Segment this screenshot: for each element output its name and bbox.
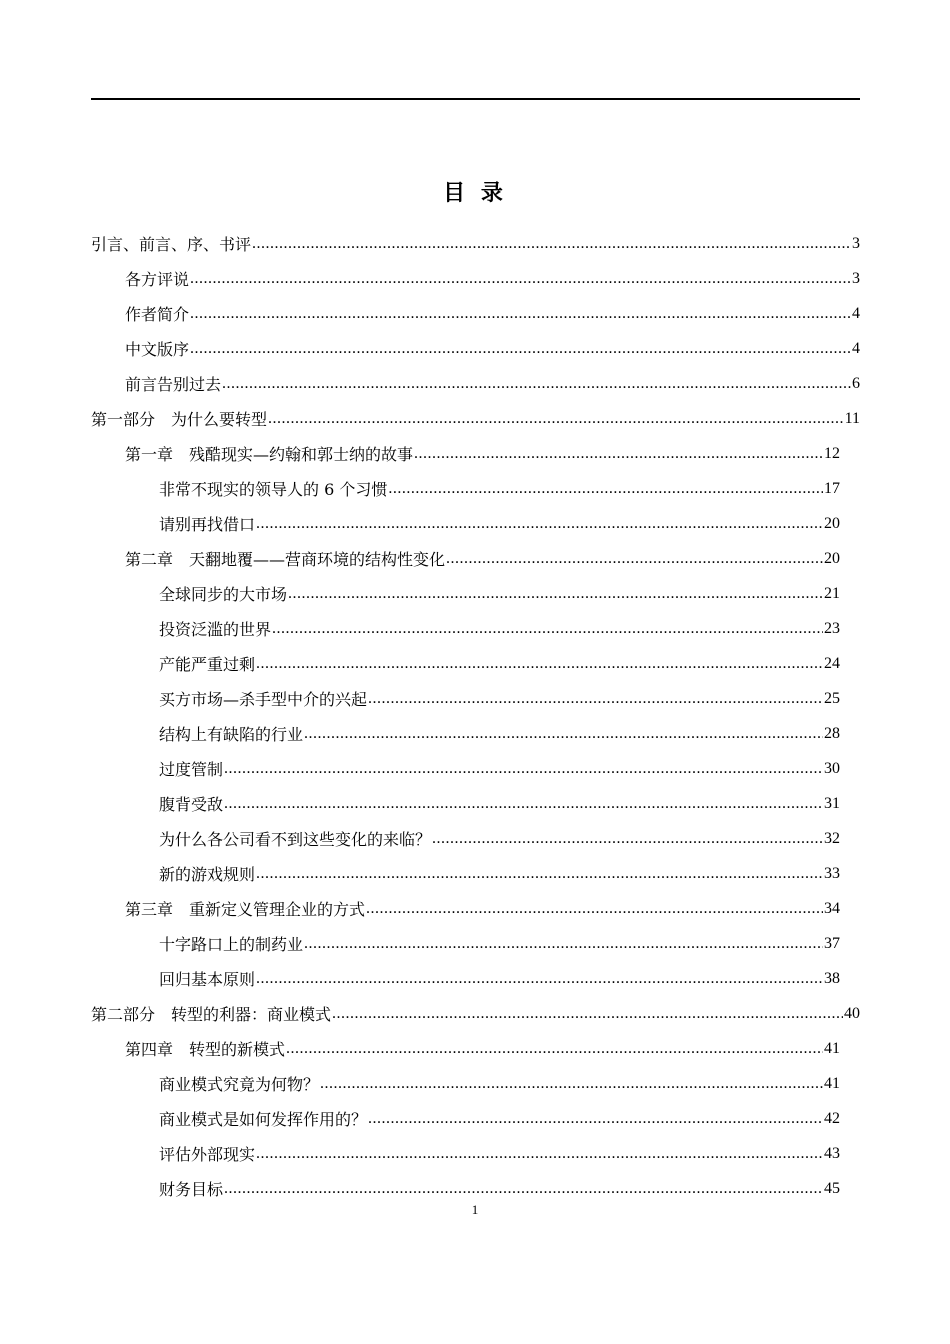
toc-leader-dots	[304, 935, 823, 953]
toc-entry-title: 第二章 天翻地覆——营商环境的结构性变化	[125, 550, 446, 569]
toc-entry-page: 38	[824, 969, 840, 987]
toc-entry[interactable]	[91, 996, 860, 1031]
toc-entry[interactable]	[91, 1031, 860, 1066]
toc-entry-page: 23	[824, 619, 840, 637]
toc-entry-page: 17	[824, 479, 840, 497]
toc-entry-page: 6	[852, 374, 860, 392]
toc-leader-dots	[432, 830, 823, 848]
toc-entry-title: 评估外部现实	[159, 1145, 256, 1164]
toc-entry-title: 腹背受敌	[159, 795, 224, 814]
toc-entry-page: 43	[824, 1144, 840, 1162]
toc-entry[interactable]	[91, 331, 860, 366]
toc-entry-page: 30	[824, 759, 840, 777]
toc-entry-page: 34	[824, 899, 840, 917]
toc-entry-title: 结构上有缺陷的行业	[159, 725, 304, 744]
toc-leader-dots	[190, 340, 851, 358]
toc-entry-page: 41	[824, 1074, 840, 1092]
toc-entry-title: 财务目标	[159, 1180, 224, 1199]
toc-entry[interactable]	[91, 856, 860, 891]
toc-entry[interactable]	[91, 296, 860, 331]
toc-entry-page: 42	[824, 1109, 840, 1127]
toc-entry-title: 引言、前言、序、书评	[91, 235, 252, 254]
toc-entry-page: 45	[824, 1179, 840, 1197]
page-number: 1	[471, 1202, 479, 1217]
toc-entry-title: 中文版序	[125, 340, 190, 359]
toc-leader-dots	[286, 1040, 823, 1058]
toc-entry-page: 12	[824, 444, 840, 462]
toc-entry[interactable]	[91, 1101, 860, 1136]
toc-entry[interactable]	[91, 1066, 860, 1101]
toc-leader-dots	[368, 1110, 823, 1128]
toc-entry-title: 买方市场—杀手型中介的兴起	[159, 690, 368, 709]
toc-entry[interactable]	[91, 541, 860, 576]
toc-entry-title: 第一部分 为什么要转型	[91, 410, 268, 429]
toc-leader-dots	[368, 690, 823, 708]
toc-entry-title: 非常不现实的领导人的 6 个习惯	[159, 480, 388, 499]
toc-leader-dots	[288, 585, 823, 603]
toc-leader-dots	[388, 480, 823, 498]
toc-entry-title: 各方评说	[125, 270, 190, 289]
toc-entry-page: 3	[852, 234, 860, 252]
toc-entry-title: 全球同步的大市场	[159, 585, 288, 604]
page-title: 目 录	[443, 180, 507, 206]
toc-entry[interactable]	[91, 821, 860, 856]
toc-leader-dots	[252, 235, 851, 253]
toc-entry-title: 投资泛滥的世界	[159, 620, 272, 639]
toc-entry[interactable]	[91, 261, 860, 296]
toc-entry-page: 40	[844, 1004, 860, 1022]
toc-entry-title: 商业模式究竟为何物？	[159, 1075, 320, 1094]
header-rule	[91, 98, 860, 100]
toc-entry-page: 41	[824, 1039, 840, 1057]
toc-entry[interactable]	[91, 891, 860, 926]
toc-entry-page: 33	[824, 864, 840, 882]
toc-leader-dots	[272, 620, 823, 638]
toc-entry-page: 21	[824, 584, 840, 602]
toc-leader-dots	[190, 305, 851, 323]
toc-leader-dots	[256, 970, 823, 988]
toc-entry[interactable]	[91, 471, 860, 506]
toc-leader-dots	[366, 900, 823, 918]
toc-entry-title: 为什么各公司看不到这些变化的来临？	[159, 830, 432, 849]
toc-leader-dots	[224, 1180, 823, 1198]
toc-entry-page: 20	[824, 514, 840, 532]
toc-leader-dots	[446, 550, 823, 568]
toc-entry[interactable]	[91, 716, 860, 751]
toc-entry-title: 产能严重过剩	[159, 655, 256, 674]
toc-leader-dots	[224, 760, 823, 778]
toc-leader-dots	[256, 655, 823, 673]
toc-entry-page: 37	[824, 934, 840, 952]
toc-entry[interactable]	[91, 751, 860, 786]
toc-entry-page: 25	[824, 689, 840, 707]
toc-entry-title: 请别再找借口	[159, 515, 256, 534]
toc-entry-page: 24	[824, 654, 840, 672]
toc-entry[interactable]	[91, 646, 860, 681]
toc-entry[interactable]	[91, 436, 860, 471]
toc-leader-dots	[256, 865, 823, 883]
toc-entry-title: 商业模式是如何发挥作用的？	[159, 1110, 368, 1129]
toc-entry[interactable]	[91, 611, 860, 646]
toc-entry-page: 31	[824, 794, 840, 812]
toc-entry[interactable]	[91, 226, 860, 261]
toc-entry[interactable]	[91, 926, 860, 961]
toc-leader-dots	[332, 1005, 843, 1023]
toc-entry[interactable]	[91, 401, 860, 436]
toc-leader-dots	[256, 515, 823, 533]
toc-entry-page: 4	[852, 339, 860, 357]
toc-entry[interactable]	[91, 576, 860, 611]
toc-entry-title: 第三章 重新定义管理企业的方式	[125, 900, 366, 919]
toc-entry-title: 第四章 转型的新模式	[125, 1040, 286, 1059]
toc-entry-page: 28	[824, 724, 840, 742]
toc-entry-page: 4	[852, 304, 860, 322]
toc-leader-dots	[190, 270, 851, 288]
toc-leader-dots	[222, 375, 851, 393]
toc-entry-title: 过度管制	[159, 760, 224, 779]
toc-entry-title: 新的游戏规则	[159, 865, 256, 884]
toc-entry-title: 第二部分 转型的利器：商业模式	[91, 1005, 332, 1024]
toc-entry-page: 32	[824, 829, 840, 847]
toc-leader-dots	[320, 1075, 823, 1093]
toc-entry[interactable]	[91, 1171, 860, 1206]
toc-entry-title: 前言告别过去	[125, 375, 222, 394]
toc-leader-dots	[268, 410, 844, 428]
toc-entry-page: 20	[824, 549, 840, 567]
toc-entry-title: 第一章 残酷现实—约翰和郭士纳的故事	[125, 445, 414, 464]
toc-leader-dots	[256, 1145, 823, 1163]
toc-entry-page: 3	[852, 269, 860, 287]
toc-entry-title: 作者简介	[125, 305, 190, 324]
table-of-contents	[91, 226, 860, 1206]
toc-entry-page: 11	[844, 409, 860, 427]
toc-entry[interactable]	[91, 1136, 860, 1171]
toc-entry[interactable]	[91, 961, 860, 996]
toc-entry[interactable]	[91, 681, 860, 716]
toc-entry[interactable]	[91, 786, 860, 821]
toc-entry-title: 十字路口上的制药业	[159, 935, 304, 954]
toc-entry-title: 回归基本原则	[159, 970, 256, 989]
toc-leader-dots	[414, 445, 823, 463]
toc-leader-dots	[224, 795, 823, 813]
toc-leader-dots	[304, 725, 823, 743]
toc-entry[interactable]	[91, 506, 860, 541]
toc-entry[interactable]	[91, 366, 860, 401]
